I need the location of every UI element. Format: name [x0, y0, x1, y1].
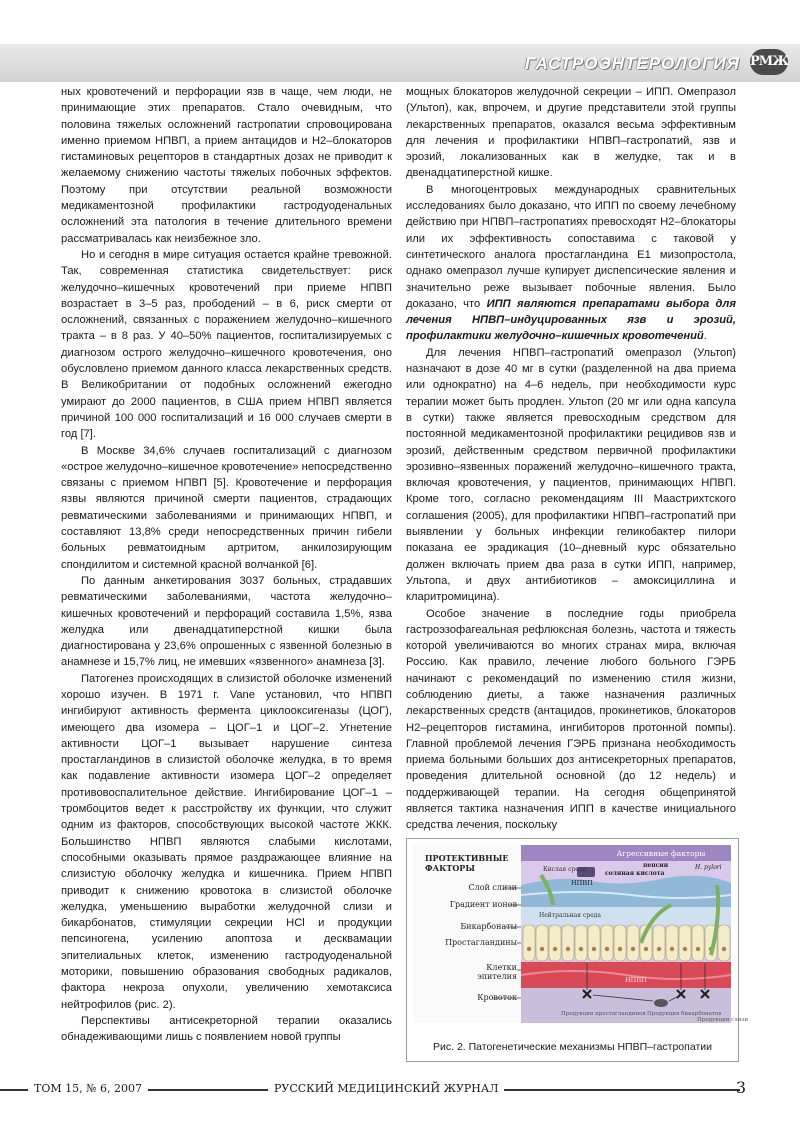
- section-title: ГАСТРОЭНТЕРОЛОГИЯ: [524, 54, 740, 73]
- hpylori-label: H. pylori: [695, 864, 722, 871]
- paragraph-end: .: [703, 330, 707, 343]
- legend-label: Бикарбонаты: [460, 922, 517, 931]
- paragraph: Но и сегодня в мире ситуация остается крайне тревожной. Так, современная статистика свидетельствует: риск желудочно–кишечных кровотечений при приеме НПВП возрастает в 3–5 раз, прободений – в 6, риск смерти от осложнений, связанных с поражением желудочно–кишечного тракта – в 8 раз. У 40–50% пациентов, госпитализируемых с диагнозом острого желудочно–кишечного кровотечения, оно обусловлено приемом данного класса лекарственных средств. В Великобритании от подобных осложнений ежегодно умирают до 2000 пациентов, в США прием НПВП является причиной 100 000 госпитализаций и 16 000 случаев смерти в год [7].: [61, 248, 392, 441]
- left-text-column: [61, 84, 392, 1046]
- legend-label: Градиент ионов: [449, 900, 517, 909]
- figure-illustration: [413, 845, 749, 1023]
- npvp-label: НПВП: [571, 879, 593, 887]
- legend-label: Кровоток: [477, 993, 517, 1002]
- mucosa-diagram: [521, 845, 749, 1023]
- legend-label: Слой слизи: [468, 883, 517, 892]
- journal-logo: РМЖ: [750, 49, 788, 75]
- paragraph: Для лечения НПВП–гастропатий омепразол (Ультоп) назначают в дозе 40 мг в сутки (разделенной на два приема или однократно) на 4–6 недель, при необходимости курс терапии может быть продлен. Ультоп (20 мг или одна капсула в сутки) также является превосходным средством для постоянной медикаментозной профилактики рецидивов язв и эрозий, действенным средством первичной профилактики эрозивно–язвенных поражений желудочно–кишечного тракта, включая кровотечения, у пациентов, принимающих НПВП. Кроме того, согласно рекомендациям III Маастрихтского соглашения (2005), для профилактики НПВП–гастропатий при выявлении у больных инфекции геликобактер пилори показана ее эрадикация (10–дневный курс обязательно должен включать прием два раза в сутки ИПП, например, Ультопа, и двух антибиотиков – амоксициллина и кларитромицина).: [406, 346, 736, 604]
- emphasized-statement: ИПП являются препаратами выбора для лечения НПВП–индуцированных язв и эрозий, профилактики желудочно–кишечных кровотечений: [406, 297, 736, 343]
- paragraph: Особое значение в последние годы приобрела гастроэзофагеальная рефлюксная болезнь, частота и тяжесть которой увеличиваются во многих странах мира, включая Россию. Как правило, лечение любого больного ГЭРБ начинают с рекомендаций по изменению стиля жизни, соблюдению диеты, а также назначения различных лекарственных средств (антацидов, прокинетиков, блокаторов H2–рецепторов гистамина, ингибиторов протонной помпы). Главной проблемой лечения ГЭРБ признана необходимость приема больными больших доз антисекреторных препаратов, проведения длительной основной (до 12 недель) и поддерживающей терапии. На сегодня общепринятой является тактика назначения ИПП в качестве инициального средства лечения, поскольку: [406, 607, 736, 832]
- legend-label: Клетки эпителия: [477, 963, 517, 981]
- paragraph: [406, 182, 736, 345]
- legend-pointer-lines: [413, 845, 521, 1023]
- paragraph-text: В многоцентровых международных сравнительных исследованиях было доказано, что ИПП по своему лечебному действию при НПВП–гастропатиях превосходят H2–блокаторы или их эффективность сопоставима с таковой у синтетического аналога простагландина E1 мизопростола, однако омепразол лучше купирует диспепсические явления и значительно реже вызывает побочные явления. Было доказано, что: [406, 183, 736, 310]
- legend-header: ПРОТЕКТИВНЫЕ ФАКТОРЫ: [425, 853, 509, 873]
- mucus-production-label: Продукция слизи: [697, 1017, 749, 1023]
- mucosa-diagram-svg: [521, 845, 749, 1023]
- page-number: 3: [735, 1078, 746, 1097]
- paragraph: В Москве 34,6% случаев госпитализаций с диагнозом «острое желудочно–кишечное кровотечение» непосредственно связаны с приемом НПВП [5]. Кровотечение и перфорация язвы являются причиной смерти пациентов, страдающих ревматическими заболеваниями и принимающих НПВП, и составляют 13,8% среди непосредственных причин гибели больных ревматоидным артритом, анкилозирующим спондилитом и системной красной волчанкой [6].: [61, 444, 392, 571]
- hcl-label: соляная кислота: [605, 870, 665, 877]
- paragraph: ных кровотечений и перфорации язв в чаще, чем люди, не принимающие этих препаратов. Стало очевидным, что половина тяжелых осложнений гастропатии спровоцирована именно приемом НПВП, а прием антацидов и H2–блокаторов гистаминовых рецепторов в стандартных дозах не приводит к желаемому снижению частоты тяжелых побочных эффектов. Поэтому при отсутствии реальной возможности медикаментозной профилактики гастродуоденальных осложнений эта патология в течение длительного времени рассматривалась как неизбежное зло.: [61, 86, 392, 245]
- paragraph: мощных блокаторов желудочной секреции – ИПП. Омепразол (Ультоп), как, впрочем, и другие представители этой группы лекарственных препаратов, оказался весьма эффективным для лечения и профилактики НПВП–гастропатий, язв и эрозий, локализованных как в желудке, так и в двенадцатиперстной кишке.: [406, 86, 736, 180]
- legend-label: Простагландины: [445, 938, 517, 947]
- bicarbonate-production-label: Продукция бикарбонатов: [647, 1011, 722, 1017]
- paragraph: Перспективы антисекреторной терапии оказались обнадеживающими лишь с появлением новой группы: [61, 1014, 392, 1044]
- nsaid-pill: [654, 999, 668, 1007]
- figure-caption: Рис. 2. Патогенетические механизмы НПВП–гастропатии: [433, 1041, 712, 1053]
- paragraph: По данным анкетирования 3037 больных, страдавших ревматическими заболеваниями, частота желудочно–кишечных кровотечений и перфораций составила 1,5%, язва желудка или двенадцатиперстной кишки была диагностирована у 23,6% опрошенных с язвенной болезнью в анамнезе и 15,7% лиц, не имевших «язвенного» анамнеза [3].: [61, 574, 392, 669]
- prostaglandin-production-label: Продукция простагландинов: [561, 1011, 646, 1017]
- pepsin-label: пепсин: [643, 862, 669, 869]
- journal-name: РУССКИЙ МЕДИЦИНСКИЙ ЖУРНАЛ: [268, 1082, 504, 1095]
- acid-label: Кислая среда: [543, 866, 587, 873]
- neutral-label: Нейтральная среда: [539, 912, 601, 919]
- protective-factors-legend: [413, 845, 521, 1023]
- npvp-bottom-label: НПВП: [625, 976, 647, 984]
- paragraph: Патогенез происходящих в слизистой оболочке изменений хорошо изучен. В 1971 г. Vane установил, что НПВП ингибируют активность фермента циклооксигеназы (ЦОГ), имеющего два изомера – ЦОГ–1 и ЦОГ–2. Угнетение активности ЦОГ–1 вызывает нарушение синтеза простагландинов в слизистой оболочке желудка, в то время как подавление активности изомера ЦОГ–2 определяет противовоспалительное действие. Ингибирование ЦОГ–1 – тромбоцитов ведет к расстройству их функции, что служит одним из факторов, способствующих высокой частоте ЖКК. Большинство НПВП являются слабыми кислотами, способными оказывать прямое раздражающее влияние на слизистую оболочку желудка и кишечника. Прием НПВП приводит к снижению кровотока в слизистой оболочке желудка, уменьшению выработки желудочной слизи и бикарбонатов, стимуляции секреции HCl и продукции пепсиногена, усилению апоптоза и десквамации эпителиальных клеток, изменению гастродуоденальной моторики, повышению образования свободных радикалов, фактора некроза опухоли, увеличению хемотаксиса нейтрофилов (рис. 2).: [61, 672, 392, 1011]
- issue-info: ТОМ 15, № 6, 2007: [28, 1082, 148, 1095]
- figure-2: [406, 838, 749, 1062]
- right-text-column: [406, 84, 736, 834]
- aggressive-factors-label: Агрессивные факторы: [616, 849, 706, 858]
